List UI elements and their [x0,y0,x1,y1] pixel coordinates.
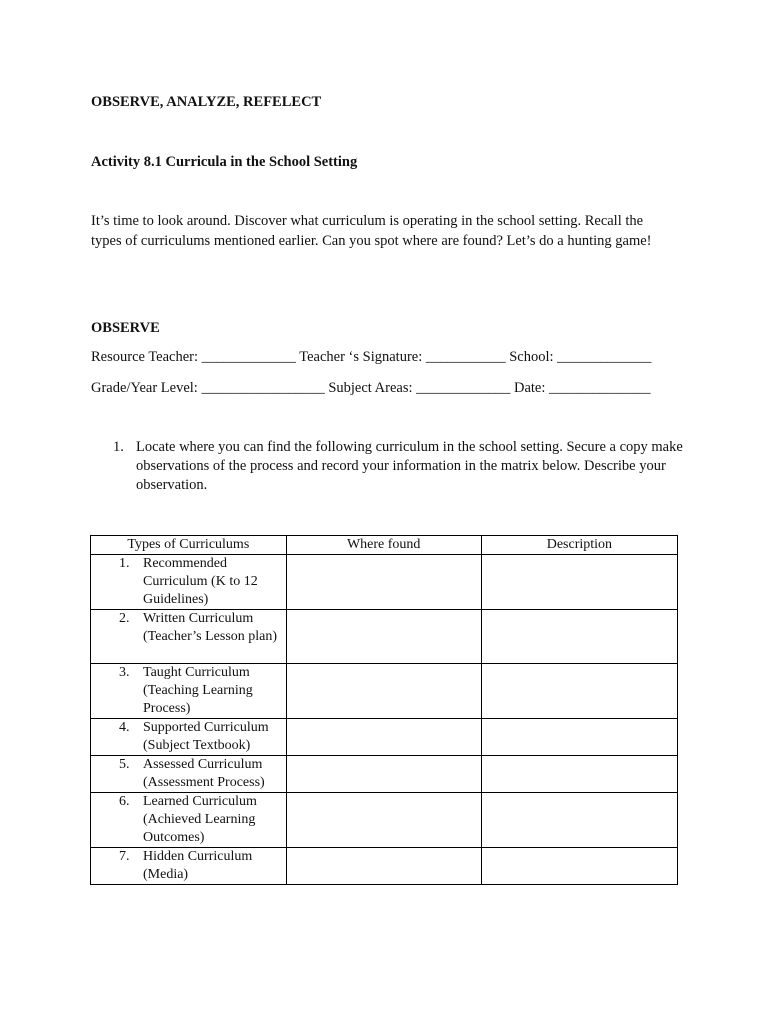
table-row [91,848,678,885]
column-header-description: Description [481,536,677,555]
intro-line: types of curriculums mentioned earlier. Can you spot where are found? Let’s do a hunting game! [91,233,652,249]
curriculum-type-cell [91,756,287,793]
where-found-cell[interactable] [286,793,481,848]
instruction-number: 1. [113,439,124,455]
curriculum-type-cell [91,610,287,664]
curriculum-type-cell [91,719,287,756]
row-number: 5. [119,757,130,772]
curriculum-type-cell [91,664,287,719]
curriculum-type-label: Taught Curriculum (Teaching Learning Process) [143,665,253,716]
row-number: 4. [119,720,130,735]
observe-heading: OBSERVE [91,320,160,336]
row-number: 2. [119,611,130,626]
form-line-grade-subject-date: Grade/Year Level: _________________ Subject Areas: _____________ Date: ______________ [91,380,651,396]
description-cell[interactable] [481,555,677,610]
table-row [91,793,678,848]
activity-title: Activity 8.1 Curricula in the School Setting [91,154,358,170]
curriculum-type-label: Learned Curriculum (Achieved Learning Outcomes) [143,794,257,845]
curriculum-type-cell [91,848,287,885]
column-header-types: Types of Curriculums [91,536,287,555]
curriculum-type-label: Hidden Curriculum (Media) [143,849,253,882]
intro-paragraph [91,211,691,251]
where-found-cell[interactable] [286,555,481,610]
where-found-cell[interactable] [286,848,481,885]
curriculum-type-label: Written Curriculum (Teacher’s Lesson plan) [143,611,278,644]
form-line-teacher-school: Resource Teacher: _____________ Teacher ‘s Signature: ___________ School: _____________ [91,349,652,365]
column-header-where-found: Where found [286,536,481,555]
curriculum-type-cell [91,793,287,848]
instruction-item [113,438,693,498]
table-header-row [91,536,678,555]
curriculum-type-cell [91,555,287,610]
curriculum-type-label: Assessed Curriculum (Assessment Process) [143,757,265,790]
table-row [91,610,678,664]
description-cell[interactable] [481,664,677,719]
table-row [91,719,678,756]
page-heading: OBSERVE, ANALYZE, REFELECT [91,94,322,110]
intro-line: It’s time to look around. Discover what curriculum is operating in the school setting. Recall the [91,213,644,229]
table-row [91,756,678,793]
row-number: 7. [119,849,130,864]
curriculum-type-label: Recommended Curriculum (K to 12 Guidelines) [143,556,258,607]
row-number: 6. [119,794,130,809]
curriculum-matrix-table [90,535,678,885]
description-cell[interactable] [481,719,677,756]
table-row [91,664,678,719]
instruction-text: Locate where you can find the following curriculum in the school setting. Secure a copy make observations of the process and record your information in the matrix below. Describe your observation. [136,439,683,493]
description-cell[interactable] [481,793,677,848]
row-number: 3. [119,665,130,680]
row-number: 1. [119,556,130,571]
where-found-cell[interactable] [286,719,481,756]
curriculum-type-label: Supported Curriculum (Subject Textbook) [143,720,269,753]
where-found-cell[interactable] [286,610,481,664]
table-row [91,555,678,610]
where-found-cell[interactable] [286,664,481,719]
where-found-cell[interactable] [286,756,481,793]
description-cell[interactable] [481,610,677,664]
description-cell[interactable] [481,756,677,793]
description-cell[interactable] [481,848,677,885]
